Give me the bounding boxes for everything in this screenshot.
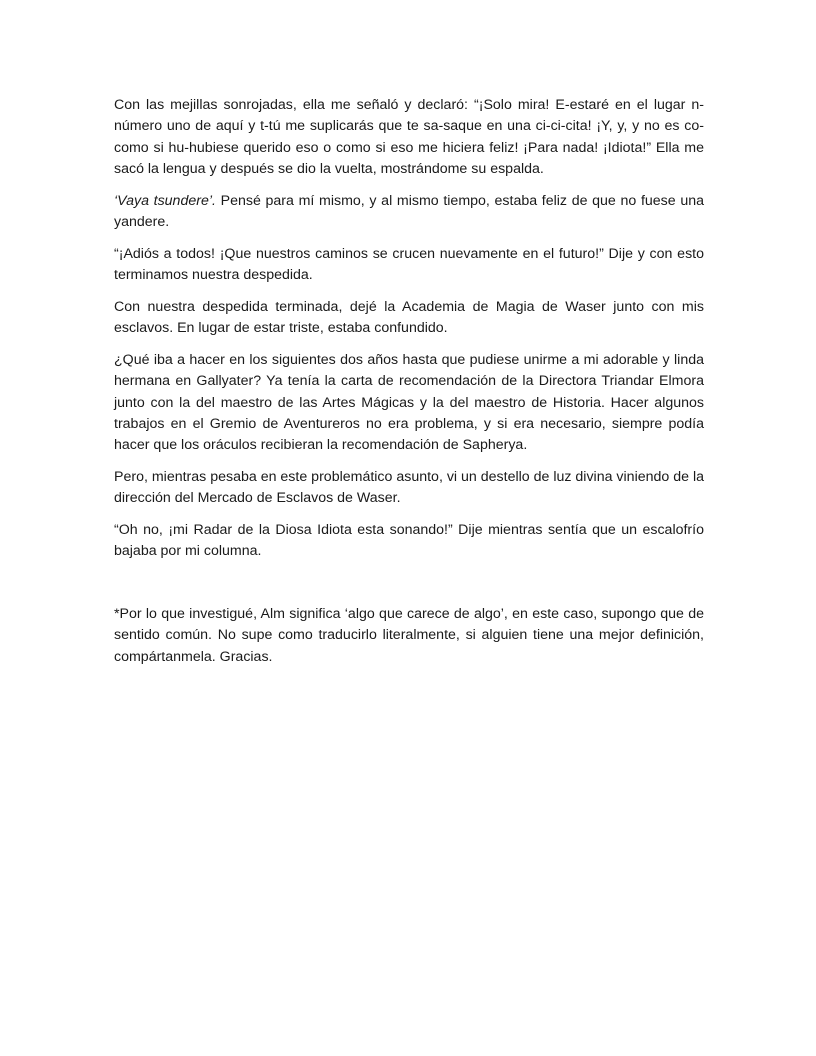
paragraph-goddess-radar [114,520,704,563]
footnote-text: *Por lo que investigué, Alm significa ‘algo que carece de algo’, en este caso, supongo que de sentido común. No supe como traducirlo literalmente, si alguien tiene una mejor definición, compártanmela. Gracias. [114,606,704,665]
document-page [114,95,704,668]
translator-footnote [114,604,704,668]
paragraph-text: “¡Adiós a todos! ¡Que nuestros caminos se crucen nuevamente en el futuro!” Dije y con esto terminamos nuestra despedida. [114,245,704,284]
paragraph-next-two-years [114,350,704,456]
paragraph-divine-light [114,467,704,510]
paragraph-text: Con nuestra despedida terminada, dejé la Academia de Magia de Waser junto con mis esclavos. En lugar de estar triste, estaba confundido. [114,298,704,337]
paragraph-text: “Oh no, ¡mi Radar de la Diosa Idiota esta sonando!” Dije mientras sentía que un escalofrío bajaba por mi columna. [114,522,704,560]
paragraph-text: Pero, mientras pesaba en este problemático asunto, vi un destello de luz divina viniendo de la dirección del Mercado de Esclavos de Waser. [114,468,704,507]
paragraph-text: Con las mejillas sonrojadas, ella me señaló y declaró: “¡Solo mira! E-estaré en el lugar n-número uno de aquí y t-tú me suplicarás que te sa-saque en una ci-ci-cita! ¡Y, y, y no es co-como si hu-hubiese querido eso o como si eso me hiciera feliz! ¡Para nada! ¡Idiota!” Ella me sacó la lengua y después se dio la vuelta, mostrándome su espalda. [114,97,704,177]
paragraph-farewell [114,244,704,287]
section-spacer [114,573,704,604]
paragraph-text: Pensé para mí mismo, y al mismo tiempo, estaba feliz de que no fuese una yandere. [114,192,704,230]
paragraph-leaving-academy [114,297,704,340]
paragraph-italic-text: ‘Vaya tsundere’. [114,192,216,209]
paragraph-vaya-tsundere [114,191,704,234]
paragraph-text: ¿Qué iba a hacer en los siguientes dos años hasta que pudiese unirme a mi adorable y linda hermana en Gallyater? Ya tenía la carta de recomendación de la Directora Triandar Elmora junto con la del maestro de las Artes Mágicas y la del maestro de Historia. Hacer algunos trabajos en el Gremio de Aventureros no era problema, y si era necesario, siempre podía hacer que los oráculos recibieran la recomendación de Sapherya. [114,351,704,454]
paragraph-tsundere-declaration [114,95,704,180]
